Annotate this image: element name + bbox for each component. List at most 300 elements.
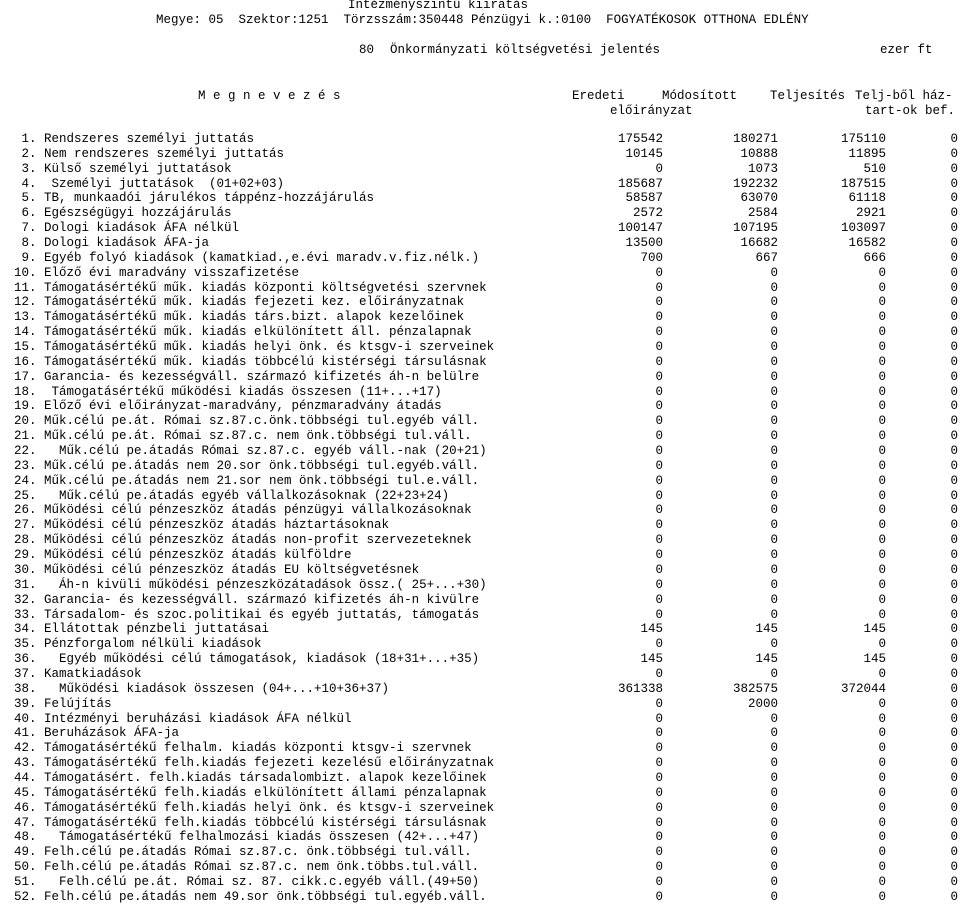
actual-value: 0 bbox=[878, 696, 886, 711]
table-row bbox=[0, 890, 960, 905]
table-row bbox=[0, 191, 960, 206]
modified-value: 0 bbox=[770, 666, 778, 681]
original-value: 0 bbox=[655, 756, 663, 771]
original-value: 0 bbox=[655, 473, 663, 488]
row-label: 22. Műk.célú pe.átadás Római sz.87.c. egyéb váll.-nak (20+21) bbox=[14, 444, 487, 459]
original-value: 0 bbox=[655, 548, 663, 563]
original-value: 0 bbox=[655, 696, 663, 711]
original-value: 0 bbox=[655, 488, 663, 503]
original-value: 0 bbox=[655, 369, 663, 384]
table-row bbox=[0, 385, 960, 400]
actual-value: 0 bbox=[878, 384, 886, 399]
household-share-value: 0 bbox=[950, 176, 958, 191]
actual-value: 0 bbox=[878, 711, 886, 726]
modified-value: 0 bbox=[770, 785, 778, 800]
actual-value: 0 bbox=[878, 785, 886, 800]
household-share-value: 0 bbox=[950, 548, 958, 563]
row-label: 23. Műk.célú pe.átadás nem 20.sor önk.többségi tul.egyéb.váll. bbox=[14, 458, 480, 473]
original-value: 0 bbox=[655, 458, 663, 473]
household-share-value: 0 bbox=[950, 295, 958, 310]
modified-value: 10888 bbox=[740, 146, 778, 161]
modified-value: 107195 bbox=[732, 221, 778, 236]
table-row bbox=[0, 162, 960, 177]
table-row bbox=[0, 399, 960, 414]
table-row bbox=[0, 266, 960, 281]
report-code: 80 bbox=[359, 43, 375, 57]
original-value: 0 bbox=[655, 711, 663, 726]
table-row bbox=[0, 355, 960, 370]
household-share-value: 0 bbox=[950, 533, 958, 548]
actual-value: 0 bbox=[878, 607, 886, 622]
modified-value: 0 bbox=[770, 607, 778, 622]
row-label: 10. Előző évi maradvány visszafizetése bbox=[14, 265, 300, 280]
household-share-value: 0 bbox=[950, 280, 958, 295]
actual-value: 0 bbox=[878, 458, 886, 473]
column-header-original: Eredeti bbox=[572, 89, 625, 103]
table-row bbox=[0, 444, 960, 459]
row-label: 13. Támogatásértékű műk. kiadás társ.bizt. alapok kezelőinek bbox=[14, 310, 465, 325]
table-row bbox=[0, 236, 960, 251]
table-row bbox=[0, 489, 960, 504]
row-label: 32. Garancia- és kezességváll. származó kifizetés áh-n kivülre bbox=[14, 592, 480, 607]
row-label: 34. Ellátottak pénzbeli juttatásai bbox=[14, 622, 270, 637]
report-title: Önkormányzati költségvetési jelentés bbox=[390, 43, 661, 57]
modified-value: 0 bbox=[770, 444, 778, 459]
table-row bbox=[0, 251, 960, 266]
actual-value: 0 bbox=[878, 503, 886, 518]
actual-value: 0 bbox=[878, 860, 886, 875]
original-value: 0 bbox=[655, 741, 663, 756]
column-header-household-share: Telj-ből ház- bbox=[855, 89, 953, 103]
household-share-value: 0 bbox=[950, 354, 958, 369]
row-label: 49. Felh.célú pe.átadás Római sz.87.c. önk.többségi tul.váll. bbox=[14, 845, 472, 860]
row-label: 2. Nem rendszeres személyi juttatás bbox=[14, 146, 285, 161]
household-share-value: 0 bbox=[950, 384, 958, 399]
original-value: 361338 bbox=[617, 681, 663, 696]
row-label: 51. Felh.célú pe.át. Római sz. 87. cikk.c.egyéb váll.(49+50) bbox=[14, 874, 480, 889]
table-row bbox=[0, 756, 960, 771]
row-label: 47. Támogatásértékű felh.kiadás többcélú kistérségi társulásnak bbox=[14, 815, 487, 830]
modified-value: 0 bbox=[770, 473, 778, 488]
table-row bbox=[0, 578, 960, 593]
actual-value: 0 bbox=[878, 518, 886, 533]
household-share-value: 0 bbox=[950, 666, 958, 681]
table-row bbox=[0, 593, 960, 608]
modified-value: 382575 bbox=[732, 681, 778, 696]
row-label: 12. Támogatásértékű műk. kiadás fejezeti kez. előirányzatnak bbox=[14, 295, 465, 310]
table-row bbox=[0, 474, 960, 489]
household-share-value: 0 bbox=[950, 711, 958, 726]
original-value: 0 bbox=[655, 325, 663, 340]
household-share-value: 0 bbox=[950, 250, 958, 265]
modified-value: 0 bbox=[770, 562, 778, 577]
modified-value: 0 bbox=[770, 770, 778, 785]
modified-value: 0 bbox=[770, 889, 778, 904]
original-value: 0 bbox=[655, 414, 663, 429]
row-label: 44. Támogatásért. felh.kiadás társadalombizt. alapok kezelőinek bbox=[14, 770, 487, 785]
original-value: 145 bbox=[640, 652, 663, 667]
row-label: 42. Támogatásértékű felhalm. kiadás központi ktsgv-i szervnek bbox=[14, 741, 472, 756]
household-share-value: 0 bbox=[950, 562, 958, 577]
modified-value: 0 bbox=[770, 340, 778, 355]
table-row bbox=[0, 132, 960, 147]
original-value: 0 bbox=[655, 592, 663, 607]
actual-value: 0 bbox=[878, 666, 886, 681]
actual-value: 0 bbox=[878, 488, 886, 503]
original-value: 175542 bbox=[617, 132, 663, 146]
original-value: 0 bbox=[655, 161, 663, 176]
table-row bbox=[0, 206, 960, 221]
actual-value: 0 bbox=[878, 800, 886, 815]
table-row bbox=[0, 682, 960, 697]
household-share-value: 0 bbox=[950, 815, 958, 830]
row-label: 6. Egészségügyi hozzájárulás bbox=[14, 206, 232, 221]
table-row bbox=[0, 608, 960, 623]
actual-value: 372044 bbox=[840, 681, 886, 696]
row-label: 20. Műk.célú pe.át. Római sz.87.c.önk.többségi tul.egyéb váll. bbox=[14, 414, 480, 429]
row-label: 16. Támogatásértékű műk. kiadás többcélú kistérségi társulásnak bbox=[14, 354, 487, 369]
actual-value: 2921 bbox=[855, 206, 886, 221]
original-value: 58587 bbox=[625, 191, 663, 206]
original-value: 0 bbox=[655, 384, 663, 399]
original-value: 0 bbox=[655, 666, 663, 681]
modified-value: 63070 bbox=[740, 191, 778, 206]
column-header-name: M e g n e v e z é s bbox=[198, 89, 341, 103]
modified-value: 0 bbox=[770, 845, 778, 860]
table-row bbox=[0, 548, 960, 563]
row-label: 28. Működési célú pénzeszköz átadás non-profit szervezeteknek bbox=[14, 533, 472, 548]
modified-value: 0 bbox=[770, 295, 778, 310]
row-label: 27. Működési célú pénzeszköz átadás háztartásoknak bbox=[14, 518, 390, 533]
table-row bbox=[0, 563, 960, 578]
table-row bbox=[0, 370, 960, 385]
table-row bbox=[0, 726, 960, 741]
modified-value: 0 bbox=[770, 310, 778, 325]
original-value: 0 bbox=[655, 889, 663, 904]
household-share-value: 0 bbox=[950, 845, 958, 860]
household-share-value: 0 bbox=[950, 458, 958, 473]
modified-value: 0 bbox=[770, 637, 778, 652]
table-row bbox=[0, 295, 960, 310]
original-value: 0 bbox=[655, 577, 663, 592]
table-row bbox=[0, 741, 960, 756]
row-label: 50. Felh.célú pe.átadás Római sz.87.c. nem önk.többs.tul.váll. bbox=[14, 860, 480, 875]
original-value: 700 bbox=[640, 250, 663, 265]
modified-value: 667 bbox=[755, 250, 778, 265]
household-share-value: 0 bbox=[950, 860, 958, 875]
modified-value: 145 bbox=[755, 652, 778, 667]
modified-value: 0 bbox=[770, 548, 778, 563]
actual-value: 145 bbox=[863, 652, 886, 667]
modified-value: 0 bbox=[770, 874, 778, 889]
row-label: 11. Támogatásértékű műk. kiadás központi költségvetési szervnek bbox=[14, 280, 487, 295]
original-value: 0 bbox=[655, 399, 663, 414]
actual-value: 0 bbox=[878, 473, 886, 488]
modified-value: 0 bbox=[770, 741, 778, 756]
household-share-value: 0 bbox=[950, 874, 958, 889]
actual-value: 0 bbox=[878, 548, 886, 563]
actual-value: 0 bbox=[878, 726, 886, 741]
original-value: 0 bbox=[655, 830, 663, 845]
original-value: 0 bbox=[655, 340, 663, 355]
modified-value: 192232 bbox=[732, 176, 778, 191]
modified-value: 0 bbox=[770, 280, 778, 295]
modified-value: 180271 bbox=[732, 132, 778, 146]
household-share-value: 0 bbox=[950, 206, 958, 221]
modified-value: 0 bbox=[770, 325, 778, 340]
household-share-value: 0 bbox=[950, 592, 958, 607]
household-share-value: 0 bbox=[950, 681, 958, 696]
household-share-value: 0 bbox=[950, 518, 958, 533]
table-row bbox=[0, 325, 960, 340]
modified-value: 0 bbox=[770, 399, 778, 414]
row-label: 7. Dologi kiadások ÁFA nélkül bbox=[14, 221, 240, 236]
row-label: 24. Műk.célú pe.átadás nem 21.sor nem önk.többségi tul.e.váll. bbox=[14, 473, 480, 488]
actual-value: 11895 bbox=[848, 146, 886, 161]
table-row bbox=[0, 503, 960, 518]
actual-value: 0 bbox=[878, 889, 886, 904]
table-row bbox=[0, 875, 960, 890]
household-share-value: 0 bbox=[950, 696, 958, 711]
actual-value: 0 bbox=[878, 310, 886, 325]
original-value: 0 bbox=[655, 726, 663, 741]
actual-value: 0 bbox=[878, 429, 886, 444]
modified-value: 0 bbox=[770, 592, 778, 607]
column-header-modified: Módosított bbox=[662, 89, 738, 103]
household-share-value: 0 bbox=[950, 741, 958, 756]
table-row bbox=[0, 429, 960, 444]
household-share-value: 0 bbox=[950, 310, 958, 325]
table-row bbox=[0, 816, 960, 831]
modified-value: 2000 bbox=[747, 696, 778, 711]
original-value: 0 bbox=[655, 800, 663, 815]
household-share-value: 0 bbox=[950, 756, 958, 771]
original-value: 0 bbox=[655, 637, 663, 652]
original-value: 185687 bbox=[617, 176, 663, 191]
household-share-value: 0 bbox=[950, 221, 958, 236]
original-value: 0 bbox=[655, 265, 663, 280]
household-share-value: 0 bbox=[950, 325, 958, 340]
original-value: 0 bbox=[655, 860, 663, 875]
modified-value: 0 bbox=[770, 265, 778, 280]
modified-value: 0 bbox=[770, 503, 778, 518]
actual-value: 0 bbox=[878, 265, 886, 280]
modified-value: 145 bbox=[755, 622, 778, 637]
actual-value: 510 bbox=[863, 161, 886, 176]
row-label: 25. Műk.célú pe.átadás egyéb vállalkozásoknak (22+23+24) bbox=[14, 488, 450, 503]
row-label: 18. Támogatásértékű működési kiadás összesen (11+...+17) bbox=[14, 384, 442, 399]
modified-value: 0 bbox=[770, 830, 778, 845]
table-row bbox=[0, 637, 960, 652]
actual-value: 0 bbox=[878, 815, 886, 830]
table-row bbox=[0, 786, 960, 801]
original-value: 13500 bbox=[625, 236, 663, 251]
original-value: 0 bbox=[655, 503, 663, 518]
original-value: 0 bbox=[655, 429, 663, 444]
original-value: 0 bbox=[655, 310, 663, 325]
household-share-value: 0 bbox=[950, 800, 958, 815]
actual-value: 16582 bbox=[848, 236, 886, 251]
actual-value: 0 bbox=[878, 756, 886, 771]
original-value: 0 bbox=[655, 562, 663, 577]
table-row bbox=[0, 860, 960, 875]
modified-value: 0 bbox=[770, 815, 778, 830]
table-row bbox=[0, 310, 960, 325]
table-row bbox=[0, 771, 960, 786]
table-row bbox=[0, 459, 960, 474]
row-label: 37. Kamatkiadások bbox=[14, 666, 142, 681]
actual-value: 145 bbox=[863, 622, 886, 637]
row-label: 8. Dologi kiadások ÁFA-ja bbox=[14, 236, 210, 251]
original-value: 0 bbox=[655, 444, 663, 459]
original-value: 0 bbox=[655, 770, 663, 785]
household-share-value: 0 bbox=[950, 191, 958, 206]
modified-value: 0 bbox=[770, 756, 778, 771]
table-row bbox=[0, 147, 960, 162]
modified-value: 0 bbox=[770, 533, 778, 548]
household-share-value: 0 bbox=[950, 161, 958, 176]
modified-value: 0 bbox=[770, 518, 778, 533]
original-value: 145 bbox=[640, 622, 663, 637]
institution-identifier-line: Megye: 05 Szektor:1251 Törzsszám:350448 Pénzügyi k.:0100 FOGYATÉKOSOK OTTHONA EDLÉNY bbox=[156, 13, 809, 27]
row-label: 4. Személyi juttatások (01+02+03) bbox=[14, 176, 285, 191]
actual-value: 0 bbox=[878, 444, 886, 459]
table-row bbox=[0, 667, 960, 682]
household-share-value: 0 bbox=[950, 265, 958, 280]
row-label: 19. Előző évi előirányzat-maradvány, pénzmaradvány átadás bbox=[14, 399, 442, 414]
actual-value: 0 bbox=[878, 592, 886, 607]
row-label: 39. Felújítás bbox=[14, 696, 112, 711]
actual-value: 0 bbox=[878, 741, 886, 756]
household-share-value: 0 bbox=[950, 146, 958, 161]
modified-value: 0 bbox=[770, 458, 778, 473]
household-share-value: 0 bbox=[950, 503, 958, 518]
table-row bbox=[0, 622, 960, 637]
actual-value: 0 bbox=[878, 369, 886, 384]
original-value: 0 bbox=[655, 845, 663, 860]
row-label: 3. Külső személyi juttatások bbox=[14, 161, 232, 176]
household-share-value: 0 bbox=[950, 830, 958, 845]
household-share-value: 0 bbox=[950, 444, 958, 459]
row-label: 29. Működési célú pénzeszköz átadás külföldre bbox=[14, 548, 352, 563]
unit-label: ezer ft bbox=[880, 43, 933, 57]
table-row bbox=[0, 281, 960, 296]
row-label: 52. Felh.célú pe.átadás nem 49.sor önk.többségi tul.egyéb.váll. bbox=[14, 889, 487, 904]
actual-value: 61118 bbox=[848, 191, 886, 206]
original-value: 0 bbox=[655, 815, 663, 830]
household-share-value: 0 bbox=[950, 785, 958, 800]
actual-value: 0 bbox=[878, 770, 886, 785]
original-value: 0 bbox=[655, 874, 663, 889]
original-value: 0 bbox=[655, 354, 663, 369]
table-row bbox=[0, 414, 960, 429]
actual-value: 666 bbox=[863, 250, 886, 265]
table-row bbox=[0, 533, 960, 548]
household-share-value: 0 bbox=[950, 652, 958, 667]
modified-value: 0 bbox=[770, 860, 778, 875]
modified-value: 0 bbox=[770, 384, 778, 399]
row-label: 15. Támogatásértékű műk. kiadás helyi önk. és ktsgv-i szerveinek bbox=[14, 340, 495, 355]
household-share-value: 0 bbox=[950, 637, 958, 652]
household-share-value: 0 bbox=[950, 607, 958, 622]
row-label: 48. Támogatásértékű felhalmozási kiadás összesen (42+...+47) bbox=[14, 830, 480, 845]
budget-table bbox=[0, 132, 960, 905]
row-label: 17. Garancia- és kezességváll. származó kifizetés áh-n belülre bbox=[14, 369, 480, 384]
actual-value: 0 bbox=[878, 325, 886, 340]
actual-value: 187515 bbox=[840, 176, 886, 191]
row-label: 26. Működési célú pénzeszköz átadás pénzügyi vállalkozásoknak bbox=[14, 503, 472, 518]
household-share-value: 0 bbox=[950, 622, 958, 637]
column-header-modified-line2: előirányzat bbox=[610, 104, 693, 118]
original-value: 0 bbox=[655, 295, 663, 310]
row-label: 9. Egyéb folyó kiadások (kamatkiad.,e.évi maradv.v.fiz.nélk.) bbox=[14, 250, 480, 265]
row-label: 5. TB, munkaadói járulékos táppénz-hozzájárulás bbox=[14, 191, 375, 206]
household-share-value: 0 bbox=[950, 414, 958, 429]
row-label: 33. Társadalom- és szoc.politikai és egyéb juttatás, támogatás bbox=[14, 607, 480, 622]
modified-value: 0 bbox=[770, 414, 778, 429]
row-label: 43. Támogatásértékű felh.kiadás fejezeti kezelésű előirányzatnak bbox=[14, 756, 495, 771]
actual-value: 0 bbox=[878, 830, 886, 845]
original-value: 10145 bbox=[625, 146, 663, 161]
original-value: 0 bbox=[655, 533, 663, 548]
household-share-value: 0 bbox=[950, 577, 958, 592]
actual-value: 0 bbox=[878, 533, 886, 548]
actual-value: 0 bbox=[878, 562, 886, 577]
actual-value: 0 bbox=[878, 845, 886, 860]
modified-value: 1073 bbox=[747, 161, 778, 176]
row-label: 31. Áh-n kivüli működési pénzeszközátadások össz.( 25+...+30) bbox=[14, 577, 487, 592]
actual-value: 0 bbox=[878, 340, 886, 355]
table-row bbox=[0, 652, 960, 667]
modified-value: 0 bbox=[770, 800, 778, 815]
household-share-value: 0 bbox=[950, 132, 958, 146]
modified-value: 0 bbox=[770, 577, 778, 592]
actual-value: 0 bbox=[878, 637, 886, 652]
row-label: 38. Működési kiadások összesen (04+...+10+36+37) bbox=[14, 681, 390, 696]
original-value: 0 bbox=[655, 607, 663, 622]
actual-value: 0 bbox=[878, 354, 886, 369]
report-header-title: Intézményszintü kiiratás bbox=[348, 0, 529, 12]
row-label: 36. Egyéb működési célú támogatások, kiadások (18+31+...+35) bbox=[14, 652, 480, 667]
table-row bbox=[0, 830, 960, 845]
actual-value: 0 bbox=[878, 295, 886, 310]
actual-value: 0 bbox=[878, 399, 886, 414]
row-label: 45. Támogatásértékű felh.kiadás elkülönített állami pénzalapnak bbox=[14, 785, 487, 800]
column-header-household-share-line2: tart-ok bef. bbox=[865, 104, 956, 118]
household-share-value: 0 bbox=[950, 473, 958, 488]
household-share-value: 0 bbox=[950, 726, 958, 741]
row-label: 41. Beruházások ÁFA-ja bbox=[14, 726, 180, 741]
table-row bbox=[0, 177, 960, 192]
row-label: 46. Támogatásértékű felh.kiadás helyi önk. és ktsgv-i szerveinek bbox=[14, 800, 495, 815]
modified-value: 0 bbox=[770, 369, 778, 384]
modified-value: 16682 bbox=[740, 236, 778, 251]
household-share-value: 0 bbox=[950, 340, 958, 355]
actual-value: 0 bbox=[878, 577, 886, 592]
row-label: 35. Pénzforgalom nélküli kiadások bbox=[14, 637, 262, 652]
original-value: 2572 bbox=[632, 206, 663, 221]
modified-value: 0 bbox=[770, 429, 778, 444]
table-row bbox=[0, 518, 960, 533]
table-row bbox=[0, 697, 960, 712]
original-value: 0 bbox=[655, 518, 663, 533]
modified-value: 2584 bbox=[747, 206, 778, 221]
original-value: 100147 bbox=[617, 221, 663, 236]
household-share-value: 0 bbox=[950, 399, 958, 414]
table-row bbox=[0, 845, 960, 860]
household-share-value: 0 bbox=[950, 369, 958, 384]
household-share-value: 0 bbox=[950, 488, 958, 503]
